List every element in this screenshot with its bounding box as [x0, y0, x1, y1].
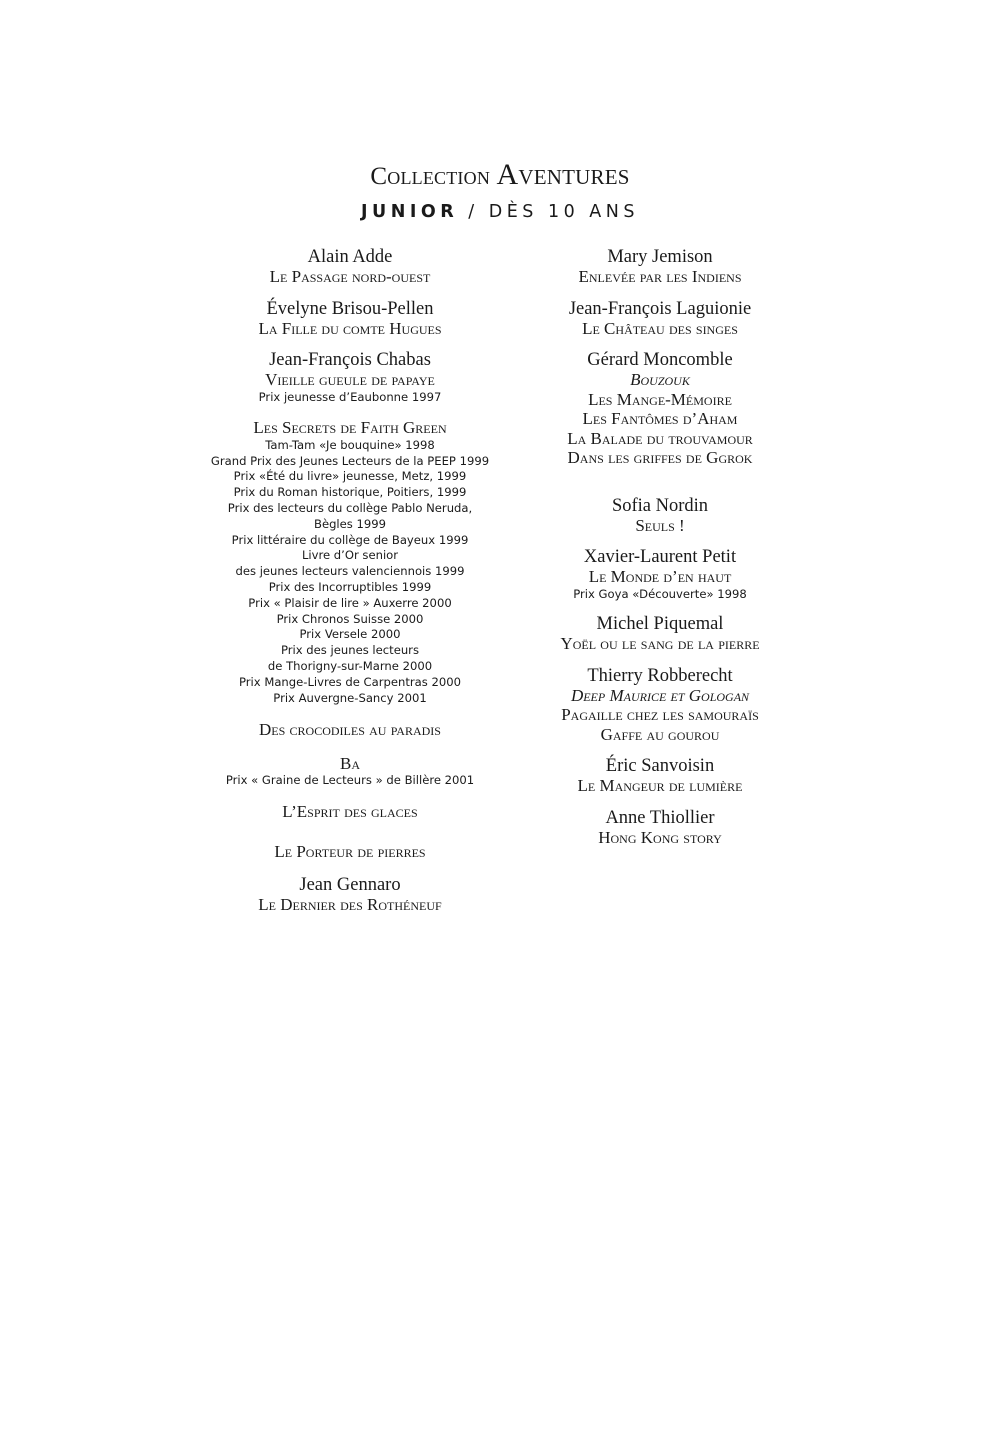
prize-line: Tam-Tam «Je bouquine» 1998	[265, 437, 435, 452]
collection-heading	[0, 160, 1000, 192]
book-title-italic: Bouzouk	[630, 370, 690, 389]
prize-line: de Thorigny-sur-Marne 2000	[267, 658, 433, 673]
book-title: Gaffe au gourou	[600, 724, 720, 744]
book-title: Ba	[339, 753, 360, 773]
prize-line: Prix Auvergne-Sancy 2001	[273, 690, 427, 705]
author-name: Mary Jemison	[607, 247, 713, 267]
prize-line: Prix « Plaisir de lire » Auxerre 2000	[248, 595, 452, 610]
prize-line: Prix des lecteurs du collège Pablo Neruda,	[227, 500, 473, 515]
author-entry	[195, 350, 505, 405]
book-title: Les Secrets de Faith Green	[253, 418, 447, 438]
book-title: Le Monde d’en haut	[588, 567, 732, 586]
book-title: Vieille gueule de papaye	[265, 370, 435, 389]
author-name: Thierry Robberecht	[587, 665, 733, 686]
left-column	[195, 247, 505, 927]
author-name: Michel Piquemal	[596, 614, 724, 635]
prize-line: Prix « Graine de Lecteurs » de Billère 2001	[225, 773, 475, 788]
prize-line: Prix des jeunes lecteurs	[280, 643, 419, 658]
author-entry	[525, 614, 795, 654]
author-name: Gérard Moncomble	[587, 350, 733, 370]
author-entry	[525, 496, 795, 536]
book-title: Le Porteur de pierres	[274, 841, 426, 861]
book-title: Des crocodiles au paradis	[259, 720, 441, 740]
prize-line: Prix «Été du livre» jeunesse, Metz, 1999	[233, 469, 467, 484]
collection-name: Aventures	[496, 158, 630, 191]
author-name: Alain Adde	[307, 247, 393, 267]
book-title: Le Dernier des Rothéneuf	[258, 895, 442, 915]
author-entry	[195, 299, 505, 339]
series-separator: /	[458, 202, 489, 222]
author-entry	[525, 247, 795, 287]
book-title: La Fille du comte Hugues	[258, 318, 442, 338]
prize-line: Grand Prix des Jeunes Lecteurs de la PEEP 1999	[210, 453, 490, 468]
author-entry	[525, 756, 795, 796]
book-title: Le Passage nord-ouest	[269, 267, 431, 286]
prize-line: des jeunes lecteurs valenciennois 1999	[235, 564, 465, 579]
book-title: Seuls !	[635, 515, 685, 535]
prize-line: Prix littéraire du collège de Bayeux 1999	[231, 532, 469, 547]
page-header	[0, 160, 1000, 224]
book-title: Enlevée par les Indiens	[578, 267, 742, 286]
book-entry	[195, 754, 505, 789]
book-title: Yoël ou le sang de la pierre	[560, 634, 760, 654]
book-title: Dans les griffes de Ggrok	[567, 448, 753, 467]
prize-line: Prix jeunesse d’Eaubonne 1997	[258, 389, 442, 404]
book-title: Hong Kong story	[598, 827, 722, 847]
book-title: Les Fantômes d’Aham	[582, 409, 738, 428]
author-name: Anne Thiollier	[605, 807, 715, 828]
author-name: Xavier-Laurent Petit	[583, 547, 737, 567]
right-column	[525, 247, 795, 859]
prize-line: Prix Mange-Livres de Carpentras 2000	[239, 674, 461, 689]
collection-word: Collection	[370, 163, 491, 190]
book-title: Le Château des singes	[582, 318, 738, 338]
book-title-italic: Deep Maurice et Gologan	[570, 685, 750, 705]
author-entry	[195, 875, 505, 915]
series-heading	[0, 200, 1000, 224]
author-entry	[525, 299, 795, 339]
book-title: Le Mangeur de lumière	[577, 776, 743, 796]
prize-line: Prix du Roman historique, Poitiers, 1999	[233, 485, 467, 500]
book-entry	[195, 418, 505, 706]
book-title: Pagaille chez les samouraïs	[561, 705, 759, 725]
series-name: JUNIOR	[361, 202, 459, 222]
author-entry	[525, 350, 795, 468]
author-name: Jean-François Chabas	[269, 350, 431, 370]
prize-line: Prix Versele 2000	[299, 627, 401, 642]
prize-line: Bègles 1999	[313, 516, 387, 531]
author-name: Jean-François Laguionie	[568, 298, 752, 319]
author-entry	[525, 808, 795, 848]
book-title: Les Mange-Mémoire	[588, 389, 732, 409]
book-title: La Balade du trouvamour	[567, 428, 753, 448]
author-name: Éric Sanvoisin	[605, 756, 715, 777]
age-range: DÈS 10 ANS	[488, 202, 639, 222]
author-name: Évelyne Brisou-Pellen	[266, 298, 434, 319]
prize-line: Livre d’Or senior	[301, 548, 399, 563]
prize-line: Prix Goya «Découverte» 1998	[573, 586, 747, 601]
author-name: Jean Gennaro	[299, 875, 401, 896]
author-entry	[525, 666, 795, 745]
book-title: L’Esprit des glaces	[282, 802, 418, 822]
author-name: Sofia Nordin	[611, 495, 709, 516]
prize-line: Prix Chronos Suisse 2000	[276, 611, 424, 626]
author-entry	[525, 547, 795, 602]
prize-line: Prix des Incorruptibles 1999	[268, 579, 432, 594]
author-entry	[195, 247, 505, 287]
